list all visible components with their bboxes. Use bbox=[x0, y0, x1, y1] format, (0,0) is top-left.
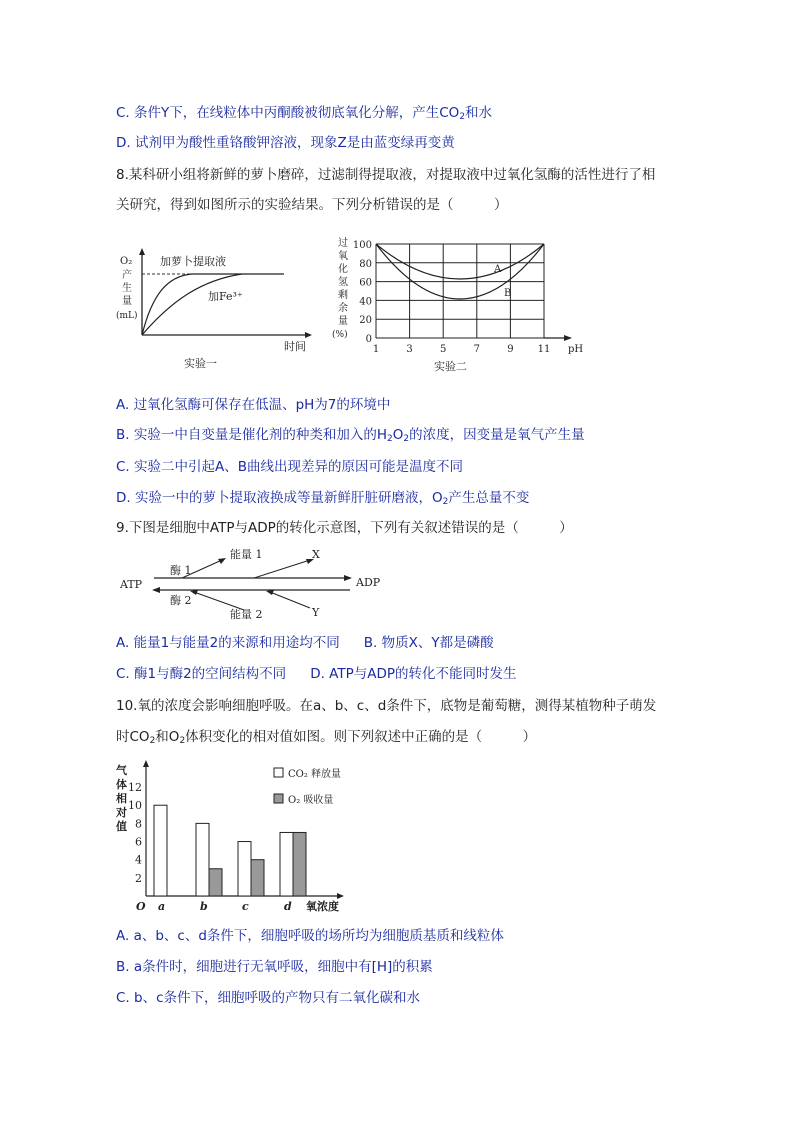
exp1-ylabel-3: 量 bbox=[122, 296, 132, 307]
atp-adp-diagram bbox=[114, 544, 404, 624]
q10-option-c: C. b、c条件下，细胞呼吸的产物只有二氧化碳和水 bbox=[116, 990, 420, 1006]
exp2-ylabel-3: 氢 bbox=[338, 277, 348, 288]
bar-ytick-5: 2 bbox=[135, 871, 142, 885]
exp2-curve-b-label: B bbox=[504, 288, 512, 299]
y-label: Y bbox=[312, 606, 320, 619]
legend-co2-swatch bbox=[274, 768, 283, 777]
exp1-curve1-label: 加萝卜提取液 bbox=[160, 255, 226, 268]
exp1-curve-extract bbox=[142, 274, 284, 335]
bar-ytick-2: 8 bbox=[135, 817, 142, 831]
energy2-label: 能量 2 bbox=[230, 608, 263, 621]
bar-co2-b bbox=[196, 823, 209, 896]
q8-stem-line1: 8.某科研小组将新鲜的萝卜磨碎，过滤制得提取液，对提取液中过氧化氢酶的活性进行了相 bbox=[116, 167, 656, 183]
bar-co2-a bbox=[154, 805, 167, 896]
q8-option-c: C. 实验二中引起A、B曲线出现差异的原因可能是温度不同 bbox=[116, 459, 464, 475]
exp2-ylabel-7: (%) bbox=[332, 330, 348, 340]
q9-stem: 9.下图是细胞中ATP与ADP的转化示意图，下列有关叙述错误的是（ ） bbox=[116, 520, 573, 536]
experiment2-chart bbox=[330, 234, 590, 380]
exp2-ytick-3: 40 bbox=[359, 296, 372, 308]
exp1-caption: 实验一 bbox=[184, 357, 217, 370]
q10-stem-line1: 10.氧的浓度会影响细胞呼吸。在a、b、c、d条件下，底物是葡萄糖，测得某植物种子萌发 bbox=[116, 698, 657, 714]
bar-ylabel-4: 值 bbox=[116, 820, 127, 833]
q9-options-cd: C. 酶1与酶2的空间结构不同 D. ATP与ADP的转化不能同时发生 bbox=[116, 666, 517, 682]
exp2-xtick-5: 11 bbox=[537, 344, 551, 355]
exp2-curve-a-label: A bbox=[494, 264, 502, 275]
bar-ylabel-0: 气 bbox=[116, 764, 127, 777]
exp2-ylabel-0: 过 bbox=[338, 238, 348, 249]
experiment1-chart bbox=[112, 240, 322, 380]
bar-xtick-d: d bbox=[284, 900, 292, 913]
exp1-ylabel-4: (mL) bbox=[116, 311, 138, 321]
exp1-ylabel-2: 生 bbox=[122, 283, 132, 294]
enzyme2-label: 酶 2 bbox=[170, 594, 192, 607]
gas-bar-chart bbox=[112, 758, 362, 918]
bar-ylabel-2: 相 bbox=[116, 792, 127, 805]
exp2-ytick-0: 100 bbox=[352, 240, 372, 251]
exp2-xtick-3: 7 bbox=[473, 344, 480, 355]
exp2-ytick-5: 0 bbox=[365, 334, 372, 345]
bar-ytick-1: 10 bbox=[128, 799, 142, 813]
exp2-ytick-4: 20 bbox=[359, 315, 372, 327]
bar-xtick-c: c bbox=[242, 900, 249, 913]
exp2-ylabel-4: 剩 bbox=[338, 290, 348, 301]
exp2-ylabel-5: 余 bbox=[338, 303, 348, 314]
q9-options-ab: A. 能量1与能量2的来源和用途均不同 B. 物质X、Y都是磷酸 bbox=[116, 635, 494, 651]
bar-co2-c bbox=[238, 842, 251, 896]
adp-label: ADP bbox=[356, 576, 381, 589]
bar-o2-b bbox=[209, 869, 222, 896]
exp2-x-unit: pH bbox=[568, 344, 584, 355]
exp2-curve-b bbox=[376, 244, 544, 299]
legend-co2-label: CO₂ 释放量 bbox=[288, 769, 342, 780]
bar-ytick-0: 12 bbox=[128, 781, 142, 795]
q10-stem-line2: 时$CO_2$和$O_2$体积变化的相对值如图。则下列叙述中正确的是（ ） bbox=[116, 729, 537, 746]
exp1-ylabel-1: 产 bbox=[122, 270, 132, 281]
energy1-label: 能量 1 bbox=[230, 548, 263, 561]
bar-chart-xlabel: 氧浓度 bbox=[306, 900, 339, 913]
enzyme1-label: 酶 1 bbox=[170, 564, 192, 577]
exp2-ylabel-1: 氧 bbox=[338, 251, 348, 262]
exp1-curve2-label: 加Fe³⁺ bbox=[208, 290, 243, 303]
q8-option-d: D. 实验一中的萝卜提取液换成等量新鲜肝脏研磨液，$O_2$产生总量不变 bbox=[116, 490, 530, 507]
exp2-xtick-4: 9 bbox=[507, 344, 514, 355]
atp-label: ATP bbox=[120, 578, 143, 591]
q8-option-a: A. 过氧化氢酶可保存在低温、pH为7的环境中 bbox=[116, 397, 391, 413]
exp1-ylabel-0: O₂ bbox=[120, 256, 133, 267]
bar-o2-c bbox=[251, 860, 264, 896]
legend-o2-swatch bbox=[274, 794, 283, 803]
bar-chart-origin: O bbox=[136, 900, 146, 913]
bar-o2-d bbox=[293, 832, 306, 896]
exp2-xtick-2: 5 bbox=[440, 344, 447, 355]
bar-xtick-a: a bbox=[158, 900, 166, 913]
exp2-x-arrow bbox=[564, 335, 572, 341]
exp2-xtick-1: 3 bbox=[406, 344, 413, 355]
exp2-ylabel-2: 化 bbox=[338, 264, 348, 275]
bar-ylabel-3: 对 bbox=[116, 806, 127, 819]
bar-ytick-4: 4 bbox=[135, 853, 142, 867]
exp2-curve-a bbox=[376, 244, 544, 279]
exp1-curve-fe bbox=[142, 274, 242, 335]
q7-option-d: D. 试剂甲为酸性重铬酸钾溶液，现象Z是由蓝变绿再变黄 bbox=[116, 135, 455, 151]
exp2-xtick-0: 1 bbox=[372, 344, 380, 355]
q7-option-c: C. 条件Y下，在线粒体中丙酮酸被彻底氧化分解，产生$CO_2$和水 bbox=[116, 105, 493, 122]
q8-option-b: B. 实验一中自变量是催化剂的种类和加入的$H_2O_2$的浓度，因变量是氧气产生量 bbox=[116, 427, 585, 444]
exp2-ytick-2: 60 bbox=[359, 277, 372, 289]
bar-xtick-b: b bbox=[200, 900, 208, 913]
bar-ytick-3: 6 bbox=[135, 835, 142, 849]
q8-stem-line2: 关研究，得到如图所示的实验结果。下列分析错误的是（ ） bbox=[116, 197, 508, 213]
bar-ylabel-1: 体 bbox=[116, 778, 127, 791]
bar-co2-d bbox=[280, 832, 293, 896]
exp1-xlabel: 时间 bbox=[284, 340, 306, 353]
q10-option-a: A. a、b、c、d条件下，细胞呼吸的场所均为细胞质基质和线粒体 bbox=[116, 928, 504, 944]
x-label: X bbox=[312, 548, 320, 561]
exp2-ylabel-6: 量 bbox=[338, 316, 348, 327]
legend-o2-label: O₂ 吸收量 bbox=[288, 795, 334, 806]
exp2-caption: 实验二 bbox=[434, 360, 467, 373]
exp2-ytick-1: 80 bbox=[359, 258, 372, 270]
q10-option-b: B. a条件时，细胞进行无氧呼吸，细胞中有[H]的积累 bbox=[116, 959, 433, 975]
